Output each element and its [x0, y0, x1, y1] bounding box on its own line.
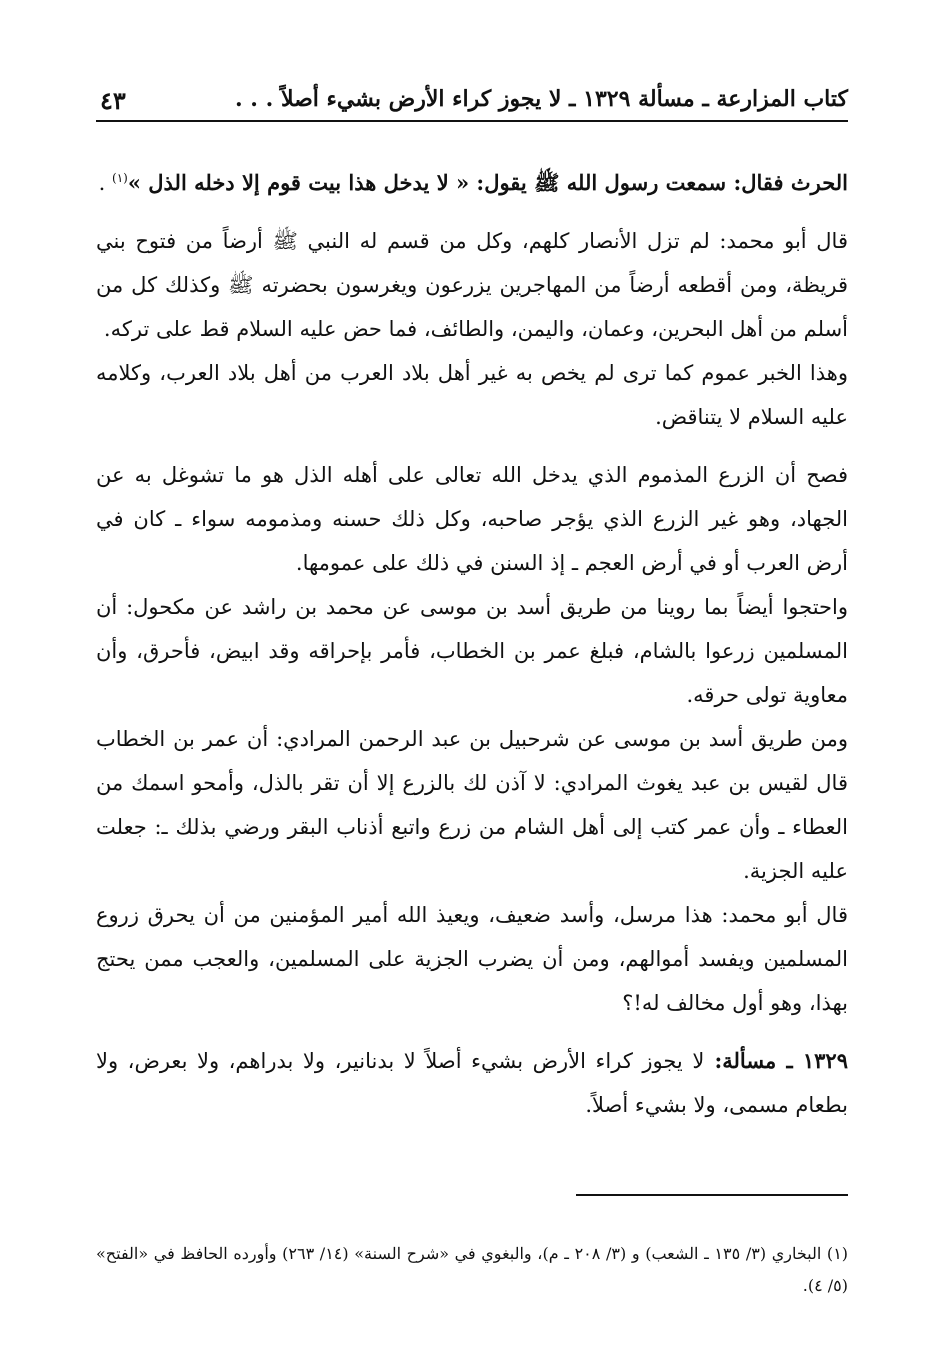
footnote-marker[interactable]: (١) [112, 171, 128, 185]
paragraph: ومن طريق أسد بن موسى عن شرحبيل بن عبد الرحمن المرادي: أن عمر بن الخطاب قال لقيس بن عبد يغوث المرادي: لا آذن لك بالزرع إلا أن تقر بالذل، وأمحو اسمك من العطاء ـ وأن عمر كتب إلى أهل الشام من زرع واتبع أذناب البقر ورضي بذلك ـ: جعلت عليه الجزية. [96, 727, 848, 883]
paragraph: قال أبو محمد: هذا مرسل، وأسد ضعيف، ويعيذ الله أمير المؤمنين من أن يحرق زروع المسلمين ويفسد أموالهم، ومن أن يضرب الجزية على المسلمين، والعجب ممن يحتج بهذا، وهو أول مخالف له!؟ [96, 903, 848, 1015]
spacer [96, 205, 848, 219]
hadith-lead: الحرث فقال: سمعت رسول الله ﷺ يقول: [469, 170, 848, 195]
page-number: ٤٣ [100, 86, 126, 115]
paragraph: فصح أن الزرع المذموم الذي يدخل الله تعالى على أهله الذل هو ما تشوغل به عن الجهاد، وهو غير الزرع الذي يؤجر صاحبه، وكل ذلك حسنه ومذمومه سواء ـ كان في أرض العرب أو في أرض العجم ـ إذ السنن في ذلك على عمومها. [96, 463, 848, 575]
hadith-quote: « لا يدخل هذا بيت قوم إلا دخله الذل » [127, 170, 470, 195]
footnote-rule [576, 1194, 848, 1196]
page-body [96, 156, 848, 1127]
running-title: كتاب المزارعة ـ مسألة ١٣٢٩ ـ لا يجوز كراء الأرض بشيء أصلاً . . . [234, 86, 848, 112]
footnotes [96, 1238, 848, 1302]
header-rule [96, 120, 848, 122]
paragraph: وهذا الخبر عموم كما ترى لم يخص به غير أهل بلاد العرب من أهل بلاد العرب، وكلامه عليه السلام لا يتناقض. [96, 361, 848, 429]
hadith-tail: . [98, 171, 113, 195]
page-header [96, 86, 848, 122]
spacer [96, 1025, 848, 1039]
paragraph: واحتجوا أيضاً بما روينا من طريق أسد بن موسى عن محمد بن راشد عن مكحول: أن المسلمين زرعوا بالشام، فبلغ عمر بن الخطاب، فأمر بإحراقه وقد ابيض، فأحرق، وأن معاوية تولى حرقه. [96, 595, 848, 707]
footnote: (١) البخاري (٣/ ١٣٥ ـ الشعب) و (٣/ ٢٠٨ ـ م)، والبغوي في «شرح السنة» (١٤/ ٢٦٣) وأورده الحافظ في «الفتح» (٥/ ٤). [96, 1244, 849, 1295]
masala-text: لا يجوز كراء الأرض بشيء أصلاً لا بدنانير، ولا بدراهم، ولا بعرض، ولا بطعام مسمى، ولا بشيء أصلاً. [96, 1049, 848, 1117]
paragraph-hadith [96, 156, 848, 205]
spacer [96, 439, 848, 453]
paragraph-masala [96, 1039, 848, 1127]
paragraph: قال أبو محمد: لم تزل الأنصار كلهم، وكل من قسم له النبي ﷺ أرضاً من فتوح بني قريظة، ومن أقطعه أرضاً من المهاجرين يزرعون ويغرسون بحضرته ﷺ وكذلك كل من أسلم من أهل البحرين، وعمان، واليمن، والطائف، فما حض عليه السلام قط على تركه. [96, 229, 848, 341]
masala-heading: ١٣٢٩ ـ مسألة: [704, 1048, 848, 1073]
